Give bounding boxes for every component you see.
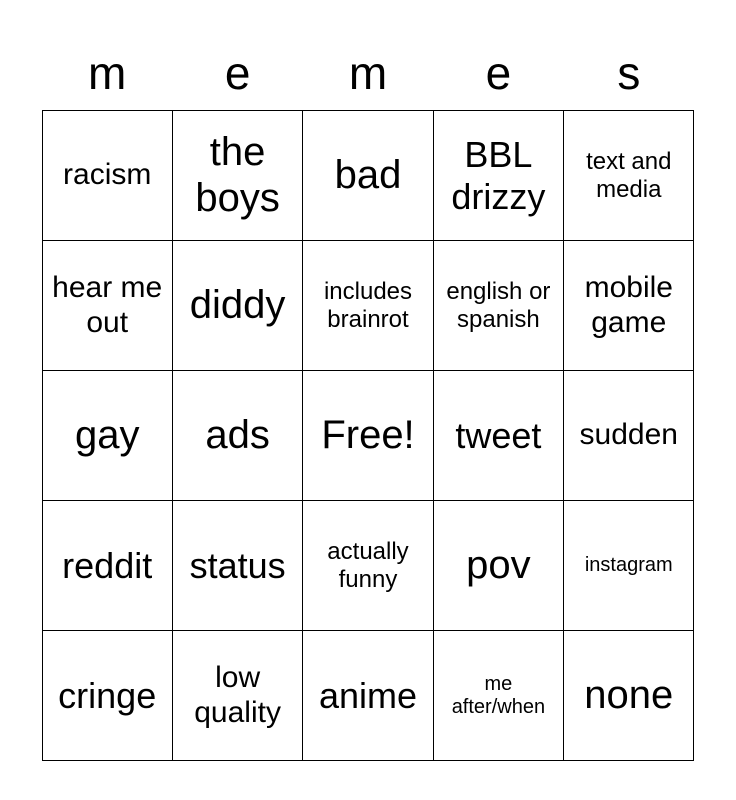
bingo-cell[interactable] bbox=[433, 111, 563, 241]
bingo-cell-label: diddy bbox=[189, 282, 286, 327]
bingo-cell-label: reddit bbox=[62, 544, 153, 586]
bingo-cell[interactable] bbox=[303, 631, 433, 761]
bingo-cell[interactable] bbox=[564, 501, 694, 631]
bingo-cell[interactable] bbox=[42, 631, 172, 761]
bingo-cell-label: sudden bbox=[579, 418, 678, 452]
bingo-cell[interactable] bbox=[433, 241, 563, 371]
bingo-cell-label: me after/when bbox=[451, 672, 546, 718]
bingo-cell-label: bad bbox=[334, 152, 402, 197]
bingo-cell[interactable] bbox=[42, 371, 172, 501]
bingo-cell-free[interactable] bbox=[303, 371, 433, 501]
bingo-cell-label: instagram bbox=[584, 554, 673, 577]
bingo-cell-label: cringe bbox=[58, 674, 157, 716]
bingo-cell[interactable] bbox=[564, 371, 694, 501]
bingo-cell[interactable] bbox=[303, 111, 433, 241]
bingo-grid bbox=[42, 110, 695, 761]
bingo-cell[interactable] bbox=[564, 241, 694, 371]
table-row bbox=[42, 631, 694, 761]
bingo-cell[interactable] bbox=[172, 631, 302, 761]
bingo-cell-label: status bbox=[189, 544, 286, 586]
header-letter-2: e bbox=[224, 47, 251, 99]
bingo-cell[interactable] bbox=[42, 241, 172, 371]
bingo-cell-label: ads bbox=[205, 412, 270, 457]
table-row bbox=[42, 111, 694, 241]
bingo-cell-label: anime bbox=[318, 674, 418, 716]
header-letter-4: e bbox=[485, 47, 512, 99]
bingo-cell[interactable] bbox=[42, 501, 172, 631]
bingo-cell[interactable] bbox=[172, 111, 302, 241]
bingo-cell[interactable] bbox=[433, 631, 563, 761]
bingo-cell-label: english or spanish bbox=[446, 278, 551, 333]
bingo-cell[interactable] bbox=[172, 501, 302, 631]
bingo-cell-label: text and media bbox=[586, 148, 672, 203]
bingo-cell-label: gay bbox=[74, 412, 140, 457]
bingo-cell-label: hear me out bbox=[52, 271, 163, 339]
bingo-cell[interactable] bbox=[172, 241, 302, 371]
bingo-cell-label: low quality bbox=[194, 661, 281, 729]
bingo-cell[interactable] bbox=[303, 501, 433, 631]
bingo-cell-label: mobile game bbox=[584, 271, 673, 339]
bingo-cell-label: Free! bbox=[321, 412, 415, 457]
bingo-cell-label: BBL drizzy bbox=[451, 134, 546, 217]
header-letter-1: m bbox=[88, 47, 127, 99]
bingo-cell[interactable] bbox=[172, 371, 302, 501]
bingo-cell[interactable] bbox=[433, 501, 563, 631]
header-letter-3: m bbox=[348, 47, 388, 99]
table-row bbox=[42, 371, 694, 501]
bingo-header bbox=[42, 0, 694, 102]
bingo-cell-label: pov bbox=[466, 542, 531, 587]
table-row bbox=[42, 241, 694, 371]
bingo-cell-label: tweet bbox=[455, 414, 542, 456]
header-letter-5: s bbox=[617, 47, 641, 99]
bingo-cell[interactable] bbox=[433, 371, 563, 501]
bingo-cell-label: actually funny bbox=[327, 538, 409, 593]
bingo-cell-label: the boys bbox=[195, 129, 280, 220]
bingo-cell-label: includes brainrot bbox=[323, 278, 413, 333]
bingo-cell-label: none bbox=[584, 672, 674, 717]
bingo-cell[interactable] bbox=[303, 241, 433, 371]
bingo-cell-label: racism bbox=[63, 158, 152, 192]
bingo-cell[interactable] bbox=[564, 111, 694, 241]
bingo-cell[interactable] bbox=[42, 111, 172, 241]
bingo-cell[interactable] bbox=[564, 631, 694, 761]
table-row bbox=[42, 501, 694, 631]
